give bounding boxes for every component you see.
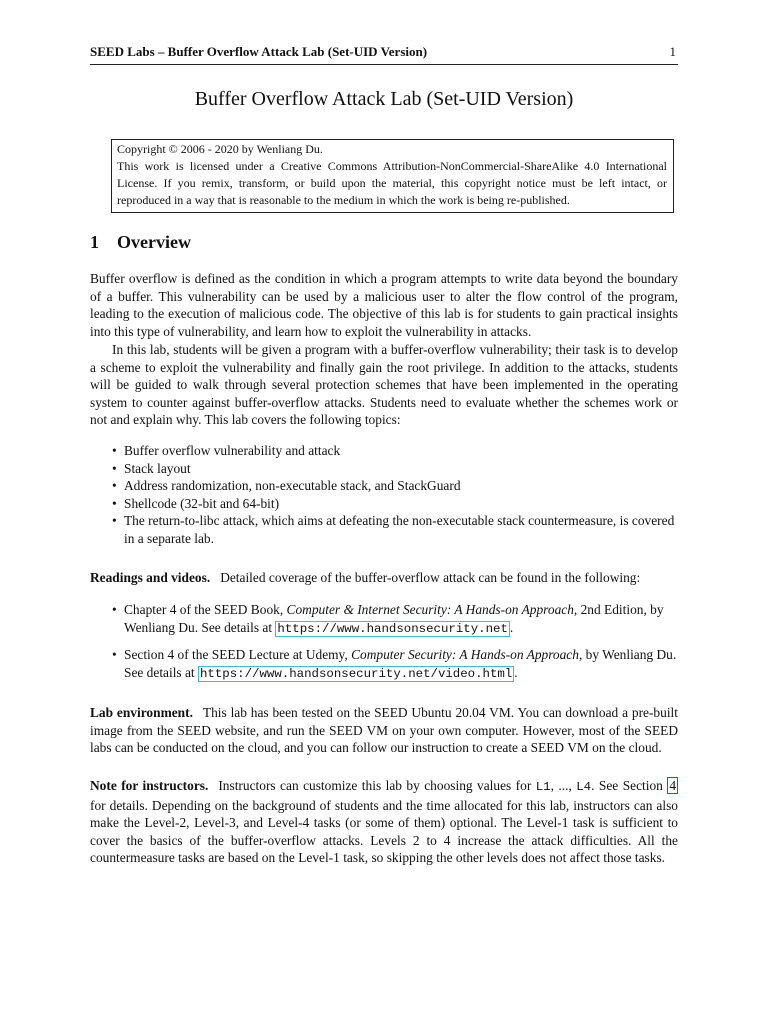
- book-url-link[interactable]: https://www.handsonsecurity.net: [277, 621, 508, 636]
- running-header: [90, 44, 678, 65]
- code-l1: L1: [535, 780, 551, 794]
- reading-end: .: [514, 664, 518, 680]
- overview-paragraph-1: Buffer overflow is defined as the condition in which a program attempts to write data beyond the boundary of a buffer. This vulnerability can be used by a malicious user to alter the flow control of the program, leading to the execution of malicious code. The objective of this lab is for students to gain practical insights into this type of vulnerability, and learn how to exploit the vulnerability in attacks.: [90, 271, 678, 339]
- lab-env-text: This lab has been tested on the SEED Ubuntu 20.04 VM. You can download a pre-built image from the SEED website, and run the SEED VM on your own computer. However, most of the SEED labs can be conducted on the cloud, and you can follow our instruction to create a SEED VM on the cloud.: [90, 705, 678, 756]
- topic-text: The return-to-libc attack, which aims at defeating the non-executable stack countermeasure, is covered in a separate lab.: [124, 513, 675, 546]
- readings-paragraph: [90, 569, 678, 587]
- section-title: Overview: [117, 232, 191, 252]
- readings-intro: Detailed coverage of the buffer-overflow attack can be found in the following:: [220, 570, 641, 585]
- running-title: SEED Labs – Buffer Overflow Attack Lab (Set-UID Version): [90, 44, 428, 59]
- readings-list: [90, 601, 678, 691]
- instructors-sep: , ...,: [550, 778, 577, 793]
- list-item: [90, 495, 678, 513]
- readings-label: Readings and videos.: [90, 570, 211, 585]
- instructors-text-a: Instructors can customize this lab by choosing values for: [218, 778, 536, 793]
- list-item: [90, 512, 678, 547]
- bullet-icon: •: [112, 460, 117, 476]
- reading-end: .: [509, 619, 514, 635]
- bullet-icon: •: [112, 495, 117, 511]
- section-number: 1: [90, 232, 99, 252]
- list-item: [90, 646, 678, 683]
- topic-text: Buffer overflow vulnerability and attack: [124, 443, 341, 458]
- document-title: Buffer Overflow Attack Lab (Set-UID Version): [194, 88, 574, 110]
- video-url-link[interactable]: https://www.handsonsecurity.net/video.html: [200, 666, 513, 681]
- section-heading-overview: [90, 232, 191, 253]
- bullet-icon: •: [112, 443, 117, 458]
- instructors-paragraph: [90, 777, 678, 867]
- overview-paragraph-2: In this lab, students will be given a program with a buffer-overflow vulnerability; their task is to develop a scheme to exploit the vulnerability and finally gain the root privilege. In addition to the attacks, students will be guided to walk through several protection schemes that have been implemented in the operating system to counter against buffer-overflow attacks. Students need to evaluate whether the schemes work or not and explain why. This lab covers the following topics:: [90, 342, 678, 428]
- bullet-icon: •: [112, 478, 117, 494]
- bullet-icon: •: [112, 513, 117, 529]
- list-item: [90, 477, 678, 495]
- lab-env-label: Lab environment.: [90, 705, 193, 720]
- reading-suffix: , 2nd Edition, by Wenliang Du. See details at: [124, 602, 664, 635]
- book-title: Computer & Internet Security: A Hands-on Approach: [286, 602, 574, 617]
- section-ref-link[interactable]: 4: [669, 778, 677, 793]
- reading-prefix: Section 4 of the SEED Lecture at Udemy,: [124, 647, 352, 663]
- bullet-icon: •: [112, 647, 117, 663]
- list-item: [90, 460, 678, 478]
- page-number: 1: [669, 44, 676, 59]
- license-text: This work is licensed under a Creative Commons Attribution-NonCommercial-ShareAlike 4.0 International License. If you remix, transform, or build upon the material, this copyright notice must be left intact, or reproduced in a way that is reasonable to the medium in which the work is being re-published.: [117, 159, 667, 207]
- list-item: [90, 601, 678, 638]
- copyright-line: Copyright © 2006 - 2020 by Wenliang Du.: [117, 142, 323, 156]
- list-item: [90, 442, 678, 460]
- reading-suffix: , by Wenliang Du. See details at: [124, 647, 677, 680]
- lab-environment-paragraph: [90, 704, 678, 757]
- instructors-text-c: for details. Depending on the background of students and the time allocated for this lab, instructors can also make the Level-2, Level-3, and Level-4 tasks (or some of them) optional. The Level-1 task is sufficient to cover the basics of the buffer-overflow attacks. Levels 2 to 4 increase the attack difficulties. All the countermeasure tasks are based on the Level-1 task, so skipping the other levels does not affect those tasks.: [90, 797, 678, 866]
- bullet-icon: •: [112, 602, 117, 617]
- instructors-label: Note for instructors.: [90, 778, 209, 793]
- topic-text: Stack layout: [124, 460, 191, 476]
- instructors-text-b: . See Section: [591, 778, 668, 793]
- course-title: Computer Security: A Hands-on Approach: [351, 647, 579, 663]
- reading-prefix: Chapter 4 of the SEED Book,: [124, 602, 287, 617]
- code-l4: L4: [576, 780, 592, 794]
- topics-list: [90, 442, 678, 548]
- topic-text: Address randomization, non-executable stack, and StackGuard: [124, 478, 461, 494]
- topic-text: Shellcode (32-bit and 64-bit): [124, 495, 280, 511]
- copyright-notice: [111, 139, 674, 213]
